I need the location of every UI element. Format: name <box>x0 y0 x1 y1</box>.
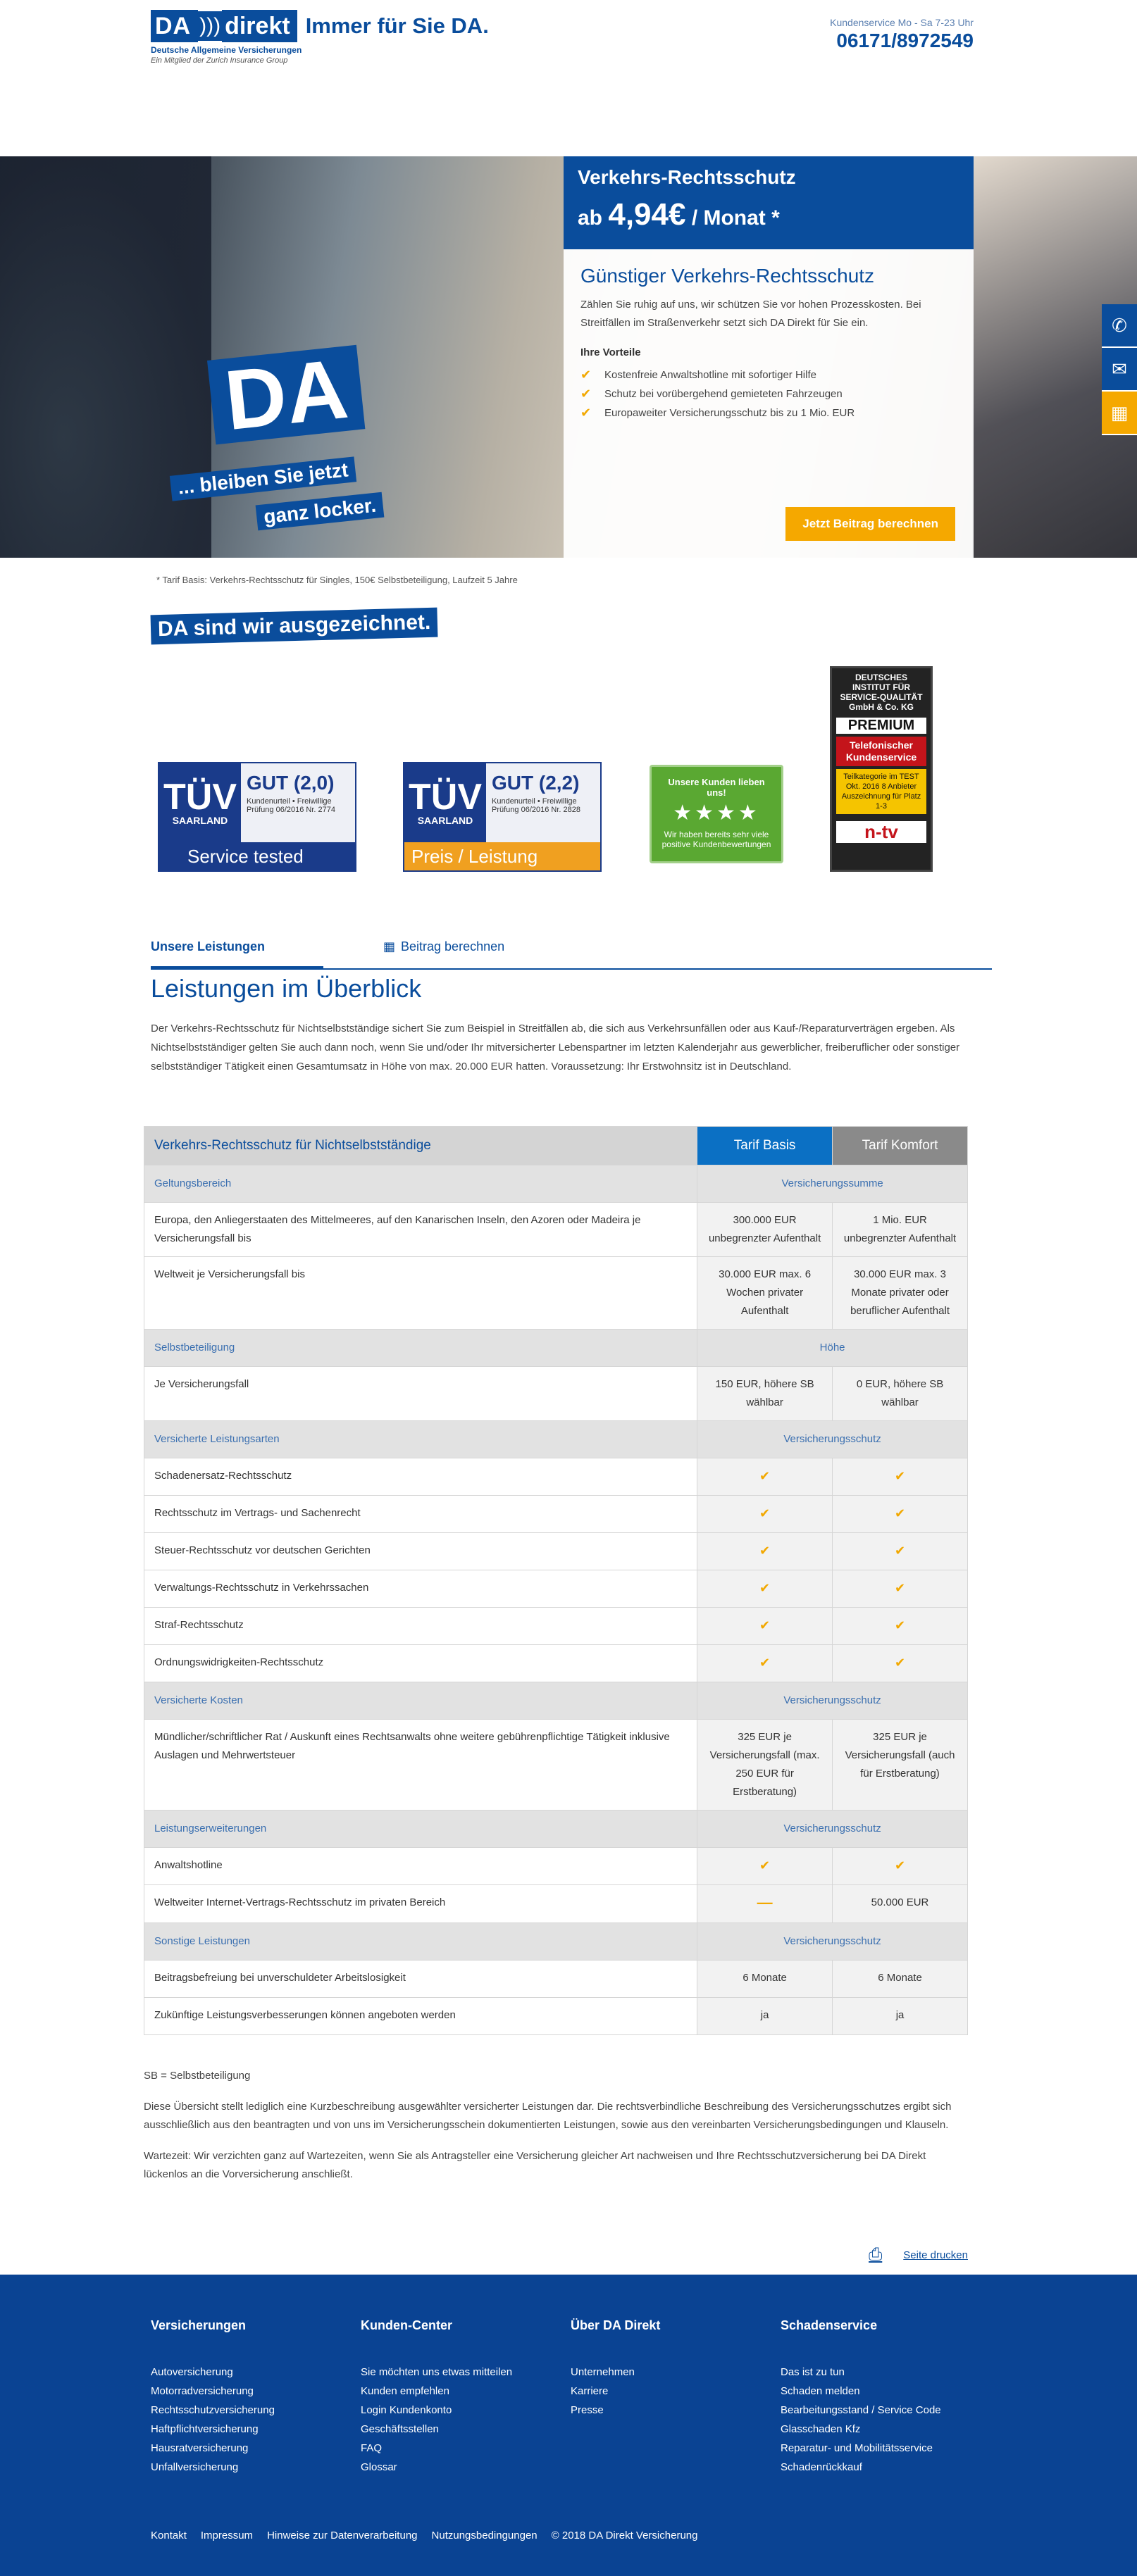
check-icon: ✔ <box>580 368 592 382</box>
komfort-value <box>833 1533 968 1570</box>
table-group-row <box>144 1682 968 1720</box>
check-icon: ✔ <box>759 1469 771 1483</box>
footer-col-kunden-center <box>361 2318 512 2477</box>
footer-link[interactable]: Login Kundenkonto <box>361 2404 452 2416</box>
logo-da: DA <box>151 10 198 42</box>
table-row <box>144 1885 968 1923</box>
row-label: Weltweit je Versicherungsfall bis <box>144 1257 697 1330</box>
check-icon: ✔ <box>759 1581 771 1595</box>
basis-value: 325 EUR je Versicherungsfall (max. 250 EUR für Erstberatung) <box>697 1720 833 1811</box>
row-label: Anwaltshotline <box>144 1848 697 1885</box>
check-icon: ✔ <box>894 1656 906 1670</box>
calculator-icon: ▦ <box>383 939 396 954</box>
basis-value: 6 Monate <box>697 1961 833 1998</box>
komfort-value: 50.000 EUR <box>833 1885 968 1923</box>
basis-value <box>697 1885 833 1923</box>
print-page-link[interactable] <box>869 2245 968 2265</box>
offer-price <box>578 197 959 232</box>
print-label: Seite drucken <box>903 2249 968 2261</box>
basis-value <box>697 1533 833 1570</box>
footer-link[interactable]: Sie möchten uns etwas mitteilen <box>361 2366 513 2378</box>
offer-title: Verkehrs-Rechtsschutz <box>578 166 796 188</box>
table-row <box>144 1848 968 1885</box>
offer-subtitle: Günstiger Verkehrs-Rechtsschutz <box>580 265 875 287</box>
tuv-desc: Kundenurteil • Freiwillige Prüfung 06/2016 Nr. 2828 <box>492 797 580 814</box>
tariff-basis-header[interactable]: Tarif Basis <box>697 1127 833 1165</box>
check-icon: ✔ <box>894 1506 906 1520</box>
footer-col-ueber-da-direkt <box>571 2318 660 2420</box>
reviews-text: Wir haben bereits sehr viele positive Kundenbewertungen <box>661 830 771 849</box>
table-title: Verkehrs-Rechtsschutz für Nichtselbstständige <box>144 1127 697 1165</box>
footer-link[interactable]: Unfallversicherung <box>151 2461 239 2473</box>
side-tabs <box>1102 304 1137 435</box>
row-label: Beitragsbefreiung bei unverschuldeter Arbeitslosigkeit <box>144 1961 697 1998</box>
sb-note: SB = Selbstbeteiligung <box>144 2070 251 2082</box>
footer-link[interactable]: Schaden melden <box>781 2385 860 2397</box>
copyright: © 2018 DA Direkt Versicherung <box>551 2530 698 2541</box>
check-icon: ✔ <box>580 406 592 420</box>
basis-value <box>697 1496 833 1533</box>
row-label: Europa, den Anliegerstaaten des Mittelmeeres, auf den Kanarischen Inseln, den Azoren oder Madeira je Versicherungsfall bis <box>144 1203 697 1257</box>
row-label: Straf-Rechtsschutz <box>144 1608 697 1645</box>
hero-badge-da: DA <box>207 345 366 445</box>
tariff-komfort-header[interactable]: Tarif Komfort <box>833 1127 968 1165</box>
komfort-value: ja <box>833 1998 968 2035</box>
price-prefix: ab <box>578 206 603 230</box>
hero-badge-line2: ganz locker. <box>256 492 385 531</box>
tuv-desc: Kundenurteil • Freiwillige Prüfung 06/2016 Nr. 2774 <box>247 797 335 814</box>
komfort-value <box>833 1848 968 1885</box>
benefit-item <box>580 404 957 423</box>
benefits-title: Ihre Vorteile <box>580 346 641 358</box>
offer-header <box>564 156 974 249</box>
table-group-row <box>144 1811 968 1848</box>
dti-header: DEUTSCHES INSTITUT FÜR SERVICE-QUALITÄT GmbH & Co. KG <box>840 673 923 712</box>
chat-icon[interactable]: ✉ <box>1102 348 1137 392</box>
row-label: Rechtsschutz im Vertrags- und Sachenrecht <box>144 1496 697 1533</box>
calculate-premium-button[interactable]: Jetzt Beitrag berechnen <box>785 507 955 541</box>
benefit-label: Kostenfreie Anwaltshotline mit sofortiger Hilfe <box>604 369 816 381</box>
basis-value <box>697 1848 833 1885</box>
tuv-logo-text: TÜV <box>409 777 482 818</box>
footer-link[interactable]: Geschäftsstellen <box>361 2423 439 2435</box>
benefit-label: Schutz bei vorübergehend gemieteten Fahrzeugen <box>604 388 843 400</box>
basis-value <box>697 1645 833 1682</box>
page-title: Leistungen im Überblick <box>151 974 422 1003</box>
phone-icon[interactable]: ✆ <box>1102 304 1137 348</box>
footer-link[interactable]: Motorradversicherung <box>151 2385 254 2397</box>
reviews-title: Unsere Kunden lieben uns! <box>668 777 765 798</box>
check-icon: ✔ <box>894 1858 906 1872</box>
basis-value <box>697 1570 833 1608</box>
row-label: Ordnungswidrigkeiten-Rechtsschutz <box>144 1645 697 1682</box>
row-label: Schadenersatz-Rechtsschutz <box>144 1458 697 1496</box>
tuv-logo <box>404 763 486 842</box>
tuv-grade: GUT (2,0) <box>247 772 335 794</box>
table-row <box>144 1367 968 1421</box>
group-label: Versicherte Leistungsarten <box>144 1421 697 1458</box>
table-row <box>144 1533 968 1570</box>
waiting-period-text: Wartezeit: Wir verzichten ganz auf Wartezeiten, wenn Sie als Antragsteller eine Versicherung gleicher Art nachweisen und Ihre Rechtsschutzversicherung bei DA Direkt lückenlos an die Vorversicherung anschließt. <box>144 2150 926 2180</box>
group-column-label: Versicherungsschutz <box>697 1421 968 1458</box>
group-column-label: Versicherungsschutz <box>697 1811 968 1848</box>
komfort-value: 0 EUR, höhere SB wählbar <box>833 1367 968 1421</box>
footer-link[interactable]: Karriere <box>571 2385 609 2397</box>
table-row <box>144 1496 968 1533</box>
company-name: Deutsche Allgemeine Versicherungen <box>151 45 302 55</box>
dti-category: Telefonischer Kundenservice <box>836 737 926 766</box>
footer-link[interactable]: Haftpflichtversicherung <box>151 2423 259 2435</box>
tariff-footnote: * Tarif Basis: Verkehrs-Rechtsschutz für Singles, 150€ Selbstbeteiligung, Laufzeit 5 Jahre <box>156 575 518 585</box>
basis-value: 30.000 EUR max. 6 Wochen privater Aufenthalt <box>697 1257 833 1330</box>
footer-col-title: Schadenservice <box>781 2318 878 2332</box>
site-footer <box>0 2275 1137 2576</box>
hero-badge-line1: ... bleiben Sie jetzt <box>170 456 356 501</box>
footer-col-versicherungen <box>151 2318 275 2477</box>
offer-body <box>564 249 974 438</box>
check-icon: ✔ <box>759 1656 771 1670</box>
content-tabs <box>151 931 992 970</box>
dti-details: Teilkategorie im TEST Okt. 2016 8 Anbieter Auszeichnung für Platz 1-3 <box>836 769 926 814</box>
footer-link[interactable]: Schadenrückkauf <box>781 2461 862 2473</box>
footer-col-title: Über DA Direkt <box>571 2318 661 2332</box>
site-header <box>0 0 1137 156</box>
basis-value: ja <box>697 1998 833 2035</box>
table-row <box>144 1961 968 1998</box>
footer-link[interactable]: Bearbeitungsstand / Service Code <box>781 2404 941 2416</box>
row-label: Weltweiter Internet-Vertrags-Rechtsschutz im privaten Bereich <box>144 1885 697 1923</box>
footer-link-datenverarbeitung[interactable]: Hinweise zur Datenverarbeitung <box>267 2530 418 2541</box>
komfort-value <box>833 1570 968 1608</box>
komfort-value: 325 EUR je Versicherungsfall (auch für Erstberatung) <box>833 1720 968 1811</box>
komfort-value <box>833 1496 968 1533</box>
table-header <box>144 1127 968 1165</box>
tuv-region: SAARLAND <box>172 815 228 826</box>
awards-banner: DA sind wir ausgezeichnet. <box>151 608 438 645</box>
footer-link[interactable]: Glossar <box>361 2461 397 2473</box>
ntv-logo: n-tv <box>836 821 926 843</box>
table-row <box>144 1720 968 1811</box>
footer-col-title: Versicherungen <box>151 2318 247 2332</box>
table-row <box>144 1257 968 1330</box>
table-group-row <box>144 1923 968 1961</box>
row-label: Zukünftige Leistungsverbesserungen können angeboten werden <box>144 1998 697 2035</box>
service-phone[interactable]: 06171/8972549 <box>836 30 974 51</box>
group-label: Leistungserweiterungen <box>144 1811 697 1848</box>
tab-beitrag-berechnen[interactable] <box>383 935 504 958</box>
footer-link[interactable]: FAQ <box>361 2442 383 2454</box>
table-group-row <box>144 1165 968 1203</box>
tuv-grade: GUT (2,2) <box>492 772 580 794</box>
footer-link-nutzungsbedingungen[interactable]: Nutzungsbedingungen <box>431 2530 538 2541</box>
footer-link[interactable]: Presse <box>571 2404 604 2416</box>
basis-value: 150 EUR, höhere SB wählbar <box>697 1367 833 1421</box>
check-icon: ✔ <box>894 1544 906 1558</box>
service-hours: Kundenservice Mo - Sa 7-23 Uhr <box>830 17 974 28</box>
tuv-logo <box>159 763 241 842</box>
benefit-item <box>580 384 957 404</box>
table-group-row <box>144 1330 968 1367</box>
calculator-icon[interactable]: ▦ <box>1102 392 1137 435</box>
member-note: Ein Mitglied der Zurich Insurance Group <box>151 56 288 65</box>
price-suffix: / Monat * <box>691 206 780 230</box>
offer-panel <box>564 156 974 558</box>
table-row <box>144 1458 968 1496</box>
reviews-stars: ★★★★ <box>673 801 760 825</box>
service-contact <box>830 17 974 52</box>
komfort-value <box>833 1458 968 1496</box>
footer-link[interactable]: Reparatur- und Mobilitätsservice <box>781 2442 933 2454</box>
footer-link-impressum[interactable]: Impressum <box>200 2530 254 2541</box>
check-icon: ✔ <box>580 387 592 401</box>
footer-link[interactable]: Rechtsschutzversicherung <box>151 2404 275 2416</box>
footer-link-kontakt[interactable]: Kontakt <box>151 2530 187 2541</box>
check-icon: ✔ <box>759 1618 771 1632</box>
dash-icon: — <box>757 1894 773 1911</box>
footer-link[interactable]: Autoversicherung <box>151 2366 233 2378</box>
tab-leistungen[interactable]: Unsere Leistungen <box>151 935 323 970</box>
company-logo[interactable] <box>151 10 489 65</box>
row-label: Steuer-Rechtsschutz vor deutschen Gerichten <box>144 1533 697 1570</box>
benefits-table <box>144 1126 968 2035</box>
komfort-value: 30.000 EUR max. 3 Monate privater oder beruflicher Aufenthalt <box>833 1257 968 1330</box>
group-label: Versicherte Kosten <box>144 1682 697 1720</box>
benefits-list <box>580 365 957 423</box>
komfort-value <box>833 1645 968 1682</box>
group-label: Selbstbeteiligung <box>144 1330 697 1367</box>
row-label: Verwaltungs-Rechtsschutz in Verkehrssachen <box>144 1570 697 1608</box>
table-row <box>144 1645 968 1682</box>
table-row <box>144 1203 968 1257</box>
footer-link[interactable]: Unternehmen <box>571 2366 635 2378</box>
group-column-label: Versicherungsschutz <box>697 1923 968 1961</box>
komfort-value <box>833 1608 968 1645</box>
tab-label: Beitrag berechnen <box>401 939 505 954</box>
footer-col-title: Kunden-Center <box>361 2318 452 2332</box>
benefit-label: Europaweiter Versicherungsschutz bis zu 1 Mio. EUR <box>604 407 855 419</box>
check-icon: ✔ <box>894 1618 906 1632</box>
logo-slogan: Immer für Sie DA. <box>305 13 489 38</box>
footer-link[interactable]: Hausratversicherung <box>151 2442 249 2454</box>
printer-icon: ⎙ <box>869 2245 883 2264</box>
section-description: Der Verkehrs-Rechtsschutz für Nichtselbstständige sichert Sie zum Beispiel in Streitfällen ab, die sich aus Verkehrsunfällen oder aus Kauf-/Reparaturverträgen ergeben. Als Nichtselbstständiger gelten Sie auch dann noch, wenn Sie und/oder Ihr mitversicherter Lebenspartner im letzten Kalenderjahr aus gewerblicher, freiberuflicher oder sonstiger selbstständiger Tätigkeit einen Gesamtumsatz in Höhe von max. 20.000 EUR hatten. Voraussetzung: Ihr Erstwohnsitz ist in Deutschland. <box>151 1023 960 1073</box>
row-label: Je Versicherungsfall <box>144 1367 697 1421</box>
check-icon: ✔ <box>759 1858 771 1872</box>
check-icon: ✔ <box>894 1581 906 1595</box>
tuv-logo-text: TÜV <box>163 777 237 818</box>
group-label: Sonstige Leistungen <box>144 1923 697 1961</box>
price-value: 4,94€ <box>608 197 686 232</box>
group-column-label: Versicherungssumme <box>697 1165 968 1203</box>
group-label: Geltungsbereich <box>144 1165 697 1203</box>
offer-text: Zählen Sie ruhig auf uns, wir schützen Sie vor hohen Prozesskosten. Bei Streitfällen im Straßenverkehr setzt sich DA Direkt für Sie ein. <box>580 299 921 329</box>
logo-waves-icon: ))) <box>198 11 222 41</box>
tuv-price-award <box>403 762 602 872</box>
basis-value <box>697 1458 833 1496</box>
check-icon: ✔ <box>759 1506 771 1520</box>
tuv-service-award <box>158 762 356 872</box>
hero-badge <box>176 341 380 558</box>
dti-premium-award <box>830 666 933 872</box>
disclaimer-text: Diese Übersicht stellt lediglich eine Kurzbeschreibung ausgewählter versicherter Leistungen dar. Die rechtsverbindliche Beschreibung des Versicherungsschutzes ergibt sich ausschließlich aus den beantragten und von uns im Versicherungsschein dokumentierten Leistungen, sowie aus den vereinbarten Versicherungsbedingungen und Klauseln. <box>144 2101 952 2131</box>
dti-premium: PREMIUM <box>836 718 926 734</box>
footer-link[interactable]: Glasschaden Kfz <box>781 2423 861 2435</box>
table-group-row <box>144 1421 968 1458</box>
table-row <box>144 1998 968 2035</box>
footer-link[interactable]: Kunden empfehlen <box>361 2385 449 2397</box>
tuv-region: SAARLAND <box>417 815 473 826</box>
customer-reviews-award <box>650 765 783 863</box>
basis-value: 300.000 EUR unbegrenzter Aufenthalt <box>697 1203 833 1257</box>
komfort-value: 6 Monate <box>833 1961 968 1998</box>
komfort-value: 1 Mio. EUR unbegrenzter Aufenthalt <box>833 1203 968 1257</box>
group-column-label: Höhe <box>697 1330 968 1367</box>
tuv-bottom-label: Preis / Leistung <box>404 842 600 870</box>
footer-col-schadenservice <box>781 2318 941 2477</box>
logo-direkt: direkt <box>222 10 297 42</box>
benefit-item <box>580 365 957 384</box>
notes <box>144 2067 968 2196</box>
table-row <box>144 1608 968 1645</box>
footer-link[interactable]: Das ist zu tun <box>781 2366 845 2378</box>
check-icon: ✔ <box>759 1544 771 1558</box>
footer-bottom-links <box>151 2530 697 2541</box>
tuv-bottom-label: Service tested <box>159 842 355 870</box>
basis-value <box>697 1608 833 1645</box>
table-row <box>144 1570 968 1608</box>
row-label: Mündlicher/schriftlicher Rat / Auskunft eines Rechtsanwalts ohne weitere gebührenpflichtige Tätigkeit inklusive Auslagen und Mehrwertsteuer <box>144 1720 697 1811</box>
check-icon: ✔ <box>894 1469 906 1483</box>
group-column-label: Versicherungsschutz <box>697 1682 968 1720</box>
